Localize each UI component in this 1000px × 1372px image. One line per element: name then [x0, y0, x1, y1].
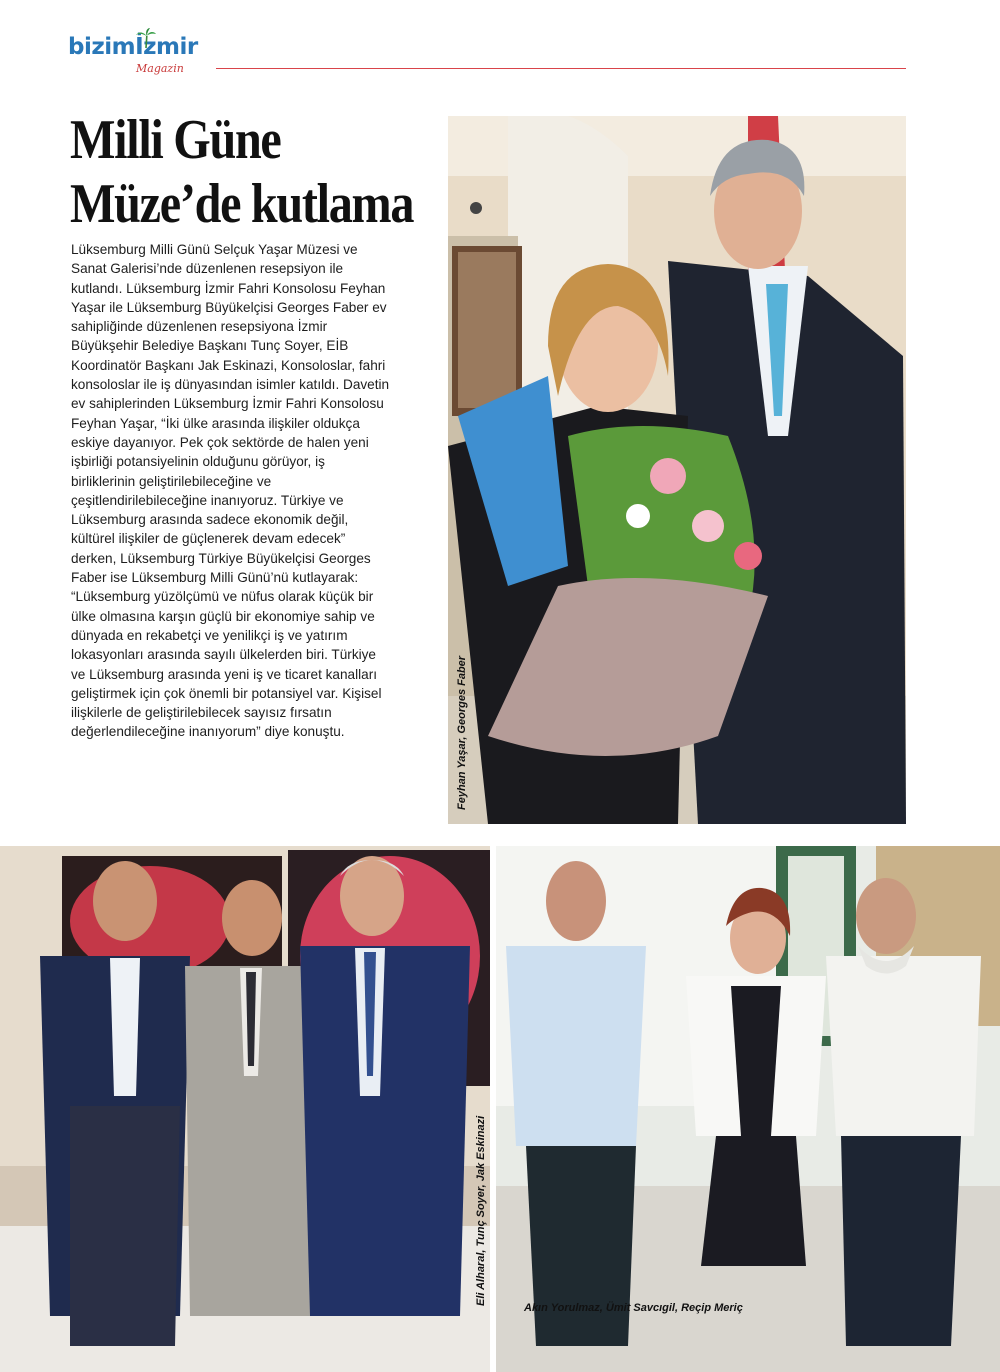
title-line-2: Müze’de kutlama [70, 173, 414, 235]
left-photo-caption: Eli Alharal, Tunç Soyer, Jak Eskinazi [475, 1115, 487, 1306]
magazine-logo [68, 34, 208, 78]
main-photo [448, 116, 906, 824]
palm-tree-icon [135, 28, 157, 48]
main-photo-caption: Feyhan Yaşar, Georges Faber [456, 655, 468, 810]
article-title [70, 108, 414, 236]
title-line-1: Milli Güne [70, 109, 281, 171]
logo-wordmark: bizimİzmir [68, 34, 198, 60]
right-photo-caption: Akın Yorulmaz, Ümit Savcıgil, Reçip Meriç [524, 1302, 743, 1314]
right-photo [496, 846, 1000, 1372]
header-divider [216, 68, 906, 69]
article-body: Lüksemburg Milli Günü Selçuk Yaşar Müzesi ve Sanat Galerisi’nde düzenlenen resepsiyon ile kutlandı. Lüksemburg İzmir Fahri Konsolosu Feyhan Yaşar ile Lüksemburg Büyükelçisi Georges Faber ev sahipliğinde düzenlenen resepsiyona İzmir Büyükşehir Belediye Başkanı Tunç Soyer, EİB Koordinatör Başkanı Jak Eskinazi, Konsoloslar, fahri konsoloslar ile iş dünyasından isimler katıldı. Davetin ev sahiplerinden Lüksemburg İzmir Fahri Konsolosu Feyhan Yaşar, “İki ülke arasında ilişkiler oldukça eskiye dayanıyor. Pek çok sektörde de halen yeni işbirliği potansiyelinin olduğunu görüyor, iş birliklerinin geliştirilebileceğine ve çeşitlendirilebileceğine inanıyoruz. Türkiye ve Lüksemburg arasında sadece ekonomik değil, kültürel ilişkiler de güçlenerek devam edecek” derken, Lüksemburg Türkiye Büyükelçisi Georges Faber ise Lüksemburg Milli Günü’nü kutlayarak: “Lüksemburg yüzölçümü ve nüfus olarak küçük bir ülke olmasına karşın güçlü bir ekonomiye sahip ve dünyada en rekabetçi ve yenilikçi iş ve yatırım lokasyonları arasında sayılı ülkelerden biri. Türkiye ve Lüksemburg arasında yeni iş ve ticaret kanalları geliştirmek için çok önemli bir potansiyel var. Kişisel ilişkilerle de geliştirilebilecek sayısız fırsatın değerlendileceğine inanıyorum” diye konuştu. [71, 242, 390, 740]
logo-subtitle: Magazin [136, 62, 184, 75]
left-photo [0, 846, 490, 1372]
